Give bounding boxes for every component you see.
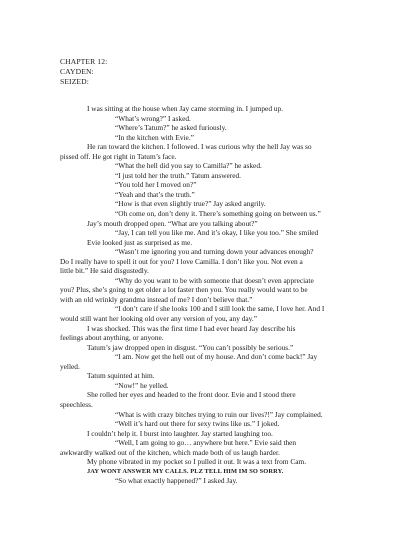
- body-text-line: “Now!” he yelled.: [115, 380, 169, 390]
- body-text-line: Do I really have to spell it out for you? I love Camilla. I don’t like you. Not even a: [60, 256, 303, 266]
- body-text-line: Tatum’s jaw dropped open in disgust. “You can’t possibly be serious.”: [87, 342, 294, 352]
- body-text-line: “I am. Now get the hell out of my house. And don’t come back!” Jay: [115, 352, 318, 362]
- body-text-line: feelings about anything, or anyone.: [60, 333, 164, 343]
- body-text-line: “How is that even slightly true?” Jay asked angrily.: [115, 199, 266, 209]
- body-text-line: He ran toward the kitchen. I followed. I was curious why the hell Jay was so: [87, 142, 312, 152]
- body-text-line: “You told her I moved on?”: [115, 180, 197, 190]
- body-text-line: “I don’t care if she looks 100 and I still look the same, I love her. And I: [115, 304, 325, 314]
- body-text-line: speechless.: [60, 399, 93, 409]
- body-text-line: She rolled her eyes and headed to the front door. Evie and I stood there: [87, 390, 296, 400]
- body-text-line: I was sitting at the house when Jay came storming in. I jumped up.: [87, 104, 284, 113]
- body-text-line: “Oh come on, don’t deny it. There’s something going on between us.”: [115, 209, 321, 219]
- body-text-line: “Yeah and that’s the truth.”: [115, 189, 195, 199]
- chapter-title: SEIZED:: [60, 77, 89, 87]
- chapter-narrator: CAYDEN:: [60, 67, 94, 77]
- body-text-line: “What is with crazy bitches trying to ruin our lives?!” Jay complained.: [115, 409, 323, 419]
- body-text-line: “Where’s Tatum?” he asked furiously.: [115, 123, 227, 133]
- body-text-line: “In the kitchen with Evie.”: [115, 132, 194, 142]
- body-text-line: little bit.” He said disgustedly.: [60, 266, 149, 276]
- body-text-line: you? Plus, she’s going to get older a lot faster then you. You really would want to be: [60, 285, 308, 295]
- body-text-line: “Why do you want to be with someone that doesn’t even appreciate: [115, 275, 314, 285]
- body-text-line: “Jay, I can tell you like me. And it’s okay, I like you too.” She smiled: [115, 228, 319, 238]
- chapter-number: CHAPTER 12:: [60, 57, 108, 66]
- body-text-line: Tatum squinted at him.: [87, 371, 155, 381]
- body-text-line: yelled.: [60, 361, 80, 371]
- body-text-line: awkwardly walked out of the kitchen, which made both of us laugh harder.: [60, 447, 280, 457]
- chapter-body: [60, 104, 369, 486]
- text-message-line: JAY WONT ANSWER MY CALLS. PLZ TELL HIM IM SO SORRY.: [87, 467, 284, 475]
- body-text-line: Jay’s mouth dropped open. “What are you talking about?”: [87, 218, 258, 228]
- body-text-line: Evie looked just as surprised as me.: [87, 237, 193, 247]
- body-text-line: “What’s wrong?” I asked.: [115, 113, 191, 123]
- body-text-line: My phone vibrated in my pocket so I pulled it out. It was a text from Cam.: [87, 457, 307, 467]
- body-text-line: “Well, I am going to go… anywhere but here.” Evie said then: [115, 438, 297, 448]
- body-text-line: would still want her looking old over any version of you, any day.”: [60, 314, 257, 324]
- body-text-line: “Well it’s hard out there for sexy twins like us.” I joked.: [115, 419, 280, 429]
- body-text-line: pissed off. He got right in Tatum’s face.: [60, 151, 177, 161]
- body-text-line: “So what exactly happened?” I asked Jay.: [115, 476, 238, 486]
- chapter-header: [60, 57, 107, 88]
- body-text-line: “I just told her the truth.” Tatum answered.: [115, 170, 241, 180]
- body-text-line: I couldn’t help it. I burst into laughter. Jay started laughing too.: [87, 428, 273, 438]
- body-text-line: I was shocked. This was the first time I had ever heard Jay describe his: [87, 323, 296, 333]
- body-text-line: “What the hell did you say to Camilla?” he asked.: [115, 161, 262, 171]
- body-text-line: “Wasn’t me ignoring you and turning down your advances enough?: [115, 247, 314, 257]
- body-text-line: with an old wrinkly grandma instead of me? I don’t believe that.”: [60, 294, 253, 304]
